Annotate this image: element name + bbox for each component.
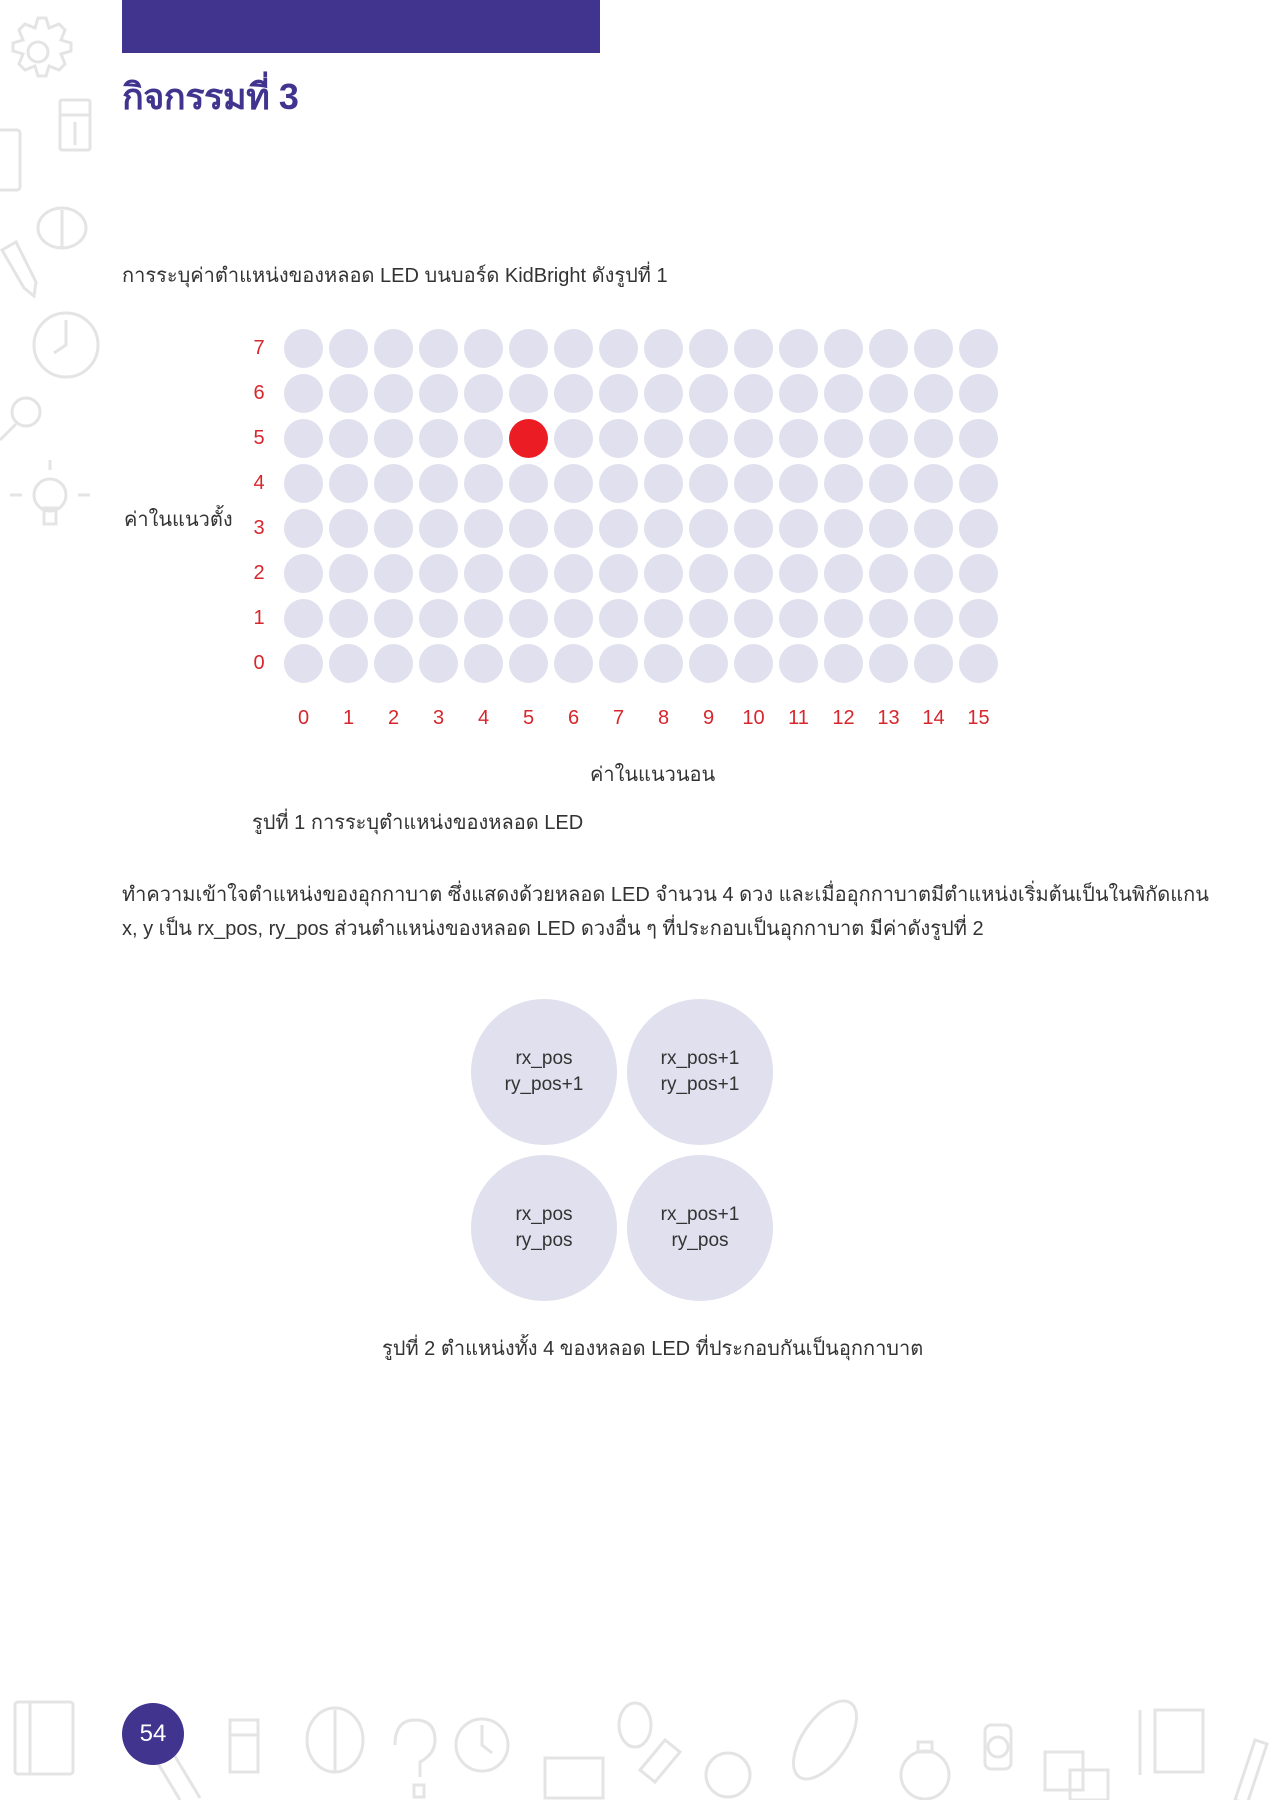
led-8-2 bbox=[644, 554, 683, 593]
decorative-footer-icons bbox=[0, 1690, 1273, 1800]
led-14-2 bbox=[914, 554, 953, 593]
led-3-1 bbox=[419, 599, 458, 638]
led-10-6 bbox=[734, 374, 773, 413]
led-10-5 bbox=[734, 419, 773, 458]
led-15-5 bbox=[959, 419, 998, 458]
led-6-4 bbox=[554, 464, 593, 503]
led-15-7 bbox=[959, 329, 998, 368]
led-y-expr: ry_pos bbox=[671, 1230, 729, 1251]
led-0-1 bbox=[284, 599, 323, 638]
pencil-icon bbox=[1235, 1740, 1267, 1800]
y-axis-tick-label: 6 bbox=[253, 382, 265, 404]
led-x-expr: rx_pos+1 bbox=[660, 1048, 740, 1069]
led-1-7 bbox=[329, 329, 368, 368]
led-1-0 bbox=[329, 644, 368, 683]
y-axis-tick-label: 1 bbox=[253, 607, 265, 629]
led-12-5 bbox=[824, 419, 863, 458]
led-row-y4 bbox=[284, 464, 1004, 503]
led-9-3 bbox=[689, 509, 728, 548]
led-9-7 bbox=[689, 329, 728, 368]
led-11-2 bbox=[779, 554, 818, 593]
question-mark-icon bbox=[395, 1720, 435, 1797]
led-7-7 bbox=[599, 329, 638, 368]
y-axis-name: ค่าในแนวตั้ง bbox=[124, 509, 233, 531]
led-11-5 bbox=[779, 419, 818, 458]
meteor-led-bottom-left bbox=[471, 1155, 617, 1301]
x-axis-tick-label: 9 bbox=[702, 707, 715, 729]
led-5-1 bbox=[509, 599, 548, 638]
led-15-3 bbox=[959, 509, 998, 548]
explanation-line-2: x, y เป็น rx_pos, ry_pos ส่วนตำแหน่งของหลอด LED ดวงอื่น ๆ ที่ประกอบเป็นอุกกาบาต มีค่าดังรูปที่ 2 bbox=[122, 918, 984, 940]
led-matrix-figure bbox=[0, 0, 1273, 760]
led-3-5 bbox=[419, 419, 458, 458]
led-13-2 bbox=[869, 554, 908, 593]
figure1-caption: รูปที่ 1 การระบุตำแหน่งของหลอด LED bbox=[252, 812, 584, 834]
led-12-1 bbox=[824, 599, 863, 638]
led-5-0 bbox=[509, 644, 548, 683]
led-7-5 bbox=[599, 419, 638, 458]
led-8-0 bbox=[644, 644, 683, 683]
led-7-0 bbox=[599, 644, 638, 683]
led-15-2 bbox=[959, 554, 998, 593]
led-0-5 bbox=[284, 419, 323, 458]
led-3-6 bbox=[419, 374, 458, 413]
led-12-6 bbox=[824, 374, 863, 413]
activity-title: กิจกรรมที่ 3 bbox=[122, 76, 299, 117]
led-y-expr: ry_pos bbox=[515, 1230, 573, 1251]
x-axis-tick-label: 5 bbox=[522, 707, 535, 729]
usb-drive-icon bbox=[230, 1720, 258, 1772]
notebook-icon bbox=[1140, 1710, 1203, 1775]
led-1-6 bbox=[329, 374, 368, 413]
led-0-6 bbox=[284, 374, 323, 413]
page-number: 54 bbox=[139, 1720, 167, 1747]
rocket-badge-icon bbox=[706, 1753, 750, 1797]
led-11-3 bbox=[779, 509, 818, 548]
led-9-0 bbox=[689, 644, 728, 683]
led-6-2 bbox=[554, 554, 593, 593]
led-6-6 bbox=[554, 374, 593, 413]
led-11-0 bbox=[779, 644, 818, 683]
led-2-3 bbox=[374, 509, 413, 548]
led-15-1 bbox=[959, 599, 998, 638]
x-axis-tick-label: 2 bbox=[387, 707, 400, 729]
led-12-2 bbox=[824, 554, 863, 593]
led-row-y5 bbox=[284, 419, 1004, 458]
x-axis-tick-label: 4 bbox=[477, 707, 490, 729]
x-axis-name: ค่าในแนวนอน bbox=[590, 764, 716, 786]
monitor-icon bbox=[545, 1758, 603, 1798]
led-12-7 bbox=[824, 329, 863, 368]
meteor-led-top-left bbox=[471, 999, 617, 1145]
led-1-1 bbox=[329, 599, 368, 638]
clock-icon bbox=[456, 1719, 508, 1771]
led-7-6 bbox=[599, 374, 638, 413]
led-4-7 bbox=[464, 329, 503, 368]
led-13-3 bbox=[869, 509, 908, 548]
led-1-2 bbox=[329, 554, 368, 593]
led-11-7 bbox=[779, 329, 818, 368]
led-7-2 bbox=[599, 554, 638, 593]
led-0-3 bbox=[284, 509, 323, 548]
led-4-0 bbox=[464, 644, 503, 683]
meteor-led-bottom-right bbox=[627, 1155, 773, 1301]
led-6-7 bbox=[554, 329, 593, 368]
led-10-3 bbox=[734, 509, 773, 548]
led-6-0 bbox=[554, 644, 593, 683]
led-13-6 bbox=[869, 374, 908, 413]
meteor-led-top-right bbox=[627, 999, 773, 1145]
led-row-y2 bbox=[284, 554, 1004, 593]
led-14-4 bbox=[914, 464, 953, 503]
page-number-badge bbox=[122, 1703, 184, 1765]
led-2-4 bbox=[374, 464, 413, 503]
led-13-1 bbox=[869, 599, 908, 638]
led-9-4 bbox=[689, 464, 728, 503]
x-axis-tick-label: 14 bbox=[922, 707, 945, 729]
led-row-y7 bbox=[284, 329, 1004, 368]
led-x-expr: rx_pos bbox=[515, 1048, 573, 1069]
led-10-2 bbox=[734, 554, 773, 593]
stopwatch-icon bbox=[901, 1742, 949, 1799]
led-row-y6 bbox=[284, 374, 1004, 413]
led-10-4 bbox=[734, 464, 773, 503]
led-14-7 bbox=[914, 329, 953, 368]
led-4-2 bbox=[464, 554, 503, 593]
led-11-1 bbox=[779, 599, 818, 638]
led-y-expr: ry_pos+1 bbox=[660, 1074, 740, 1095]
led-11-4 bbox=[779, 464, 818, 503]
led-3-4 bbox=[419, 464, 458, 503]
led-2-7 bbox=[374, 329, 413, 368]
led-row-y0 bbox=[284, 644, 1004, 683]
led-row-y3 bbox=[284, 509, 1004, 548]
led-14-6 bbox=[914, 374, 953, 413]
explanation-paragraph bbox=[122, 878, 1209, 946]
led-9-5 bbox=[689, 419, 728, 458]
x-axis-tick-label: 15 bbox=[967, 707, 990, 729]
satellite-icon bbox=[781, 1691, 869, 1790]
led-5-4 bbox=[509, 464, 548, 503]
led-x-expr: rx_pos+1 bbox=[660, 1204, 740, 1225]
led-5-3 bbox=[509, 509, 548, 548]
led-10-1 bbox=[734, 599, 773, 638]
led-10-0 bbox=[734, 644, 773, 683]
watch-icon bbox=[985, 1725, 1011, 1769]
x-axis-tick-label: 6 bbox=[567, 707, 580, 729]
x-axis-tick-label: 0 bbox=[297, 707, 310, 729]
led-2-1 bbox=[374, 599, 413, 638]
led-7-4 bbox=[599, 464, 638, 503]
led-3-7 bbox=[419, 329, 458, 368]
led-1-3 bbox=[329, 509, 368, 548]
led-14-1 bbox=[914, 599, 953, 638]
led-15-0 bbox=[959, 644, 998, 683]
led-2-2 bbox=[374, 554, 413, 593]
led-15-6 bbox=[959, 374, 998, 413]
led-10-7 bbox=[734, 329, 773, 368]
led-7-1 bbox=[599, 599, 638, 638]
led-8-5 bbox=[644, 419, 683, 458]
x-axis-tick-label: 8 bbox=[657, 707, 670, 729]
y-axis-tick-label: 2 bbox=[253, 562, 265, 584]
intro-paragraph: การระบุค่าตำแหน่งของหลอด LED บนบอร์ด KidBright ดังรูปที่ 1 bbox=[122, 265, 668, 287]
led-13-7 bbox=[869, 329, 908, 368]
x-axis-tick-label: 13 bbox=[877, 707, 900, 729]
led-0-2 bbox=[284, 554, 323, 593]
book-icon bbox=[15, 1702, 73, 1774]
led-14-5 bbox=[914, 419, 953, 458]
led-5-6 bbox=[509, 374, 548, 413]
led-matrix bbox=[284, 329, 1004, 689]
brain-icon bbox=[307, 1708, 363, 1772]
led-15-4 bbox=[959, 464, 998, 503]
led-12-0 bbox=[824, 644, 863, 683]
led-0-4 bbox=[284, 464, 323, 503]
y-axis-tick-label: 0 bbox=[253, 652, 265, 674]
led-14-3 bbox=[914, 509, 953, 548]
led-5-5 bbox=[509, 419, 548, 458]
x-axis-tick-label: 1 bbox=[342, 707, 355, 729]
led-1-5 bbox=[329, 419, 368, 458]
led-9-1 bbox=[689, 599, 728, 638]
led-2-0 bbox=[374, 644, 413, 683]
led-14-0 bbox=[914, 644, 953, 683]
led-13-4 bbox=[869, 464, 908, 503]
led-4-3 bbox=[464, 509, 503, 548]
x-axis-tick-label: 7 bbox=[612, 707, 625, 729]
led-13-5 bbox=[869, 419, 908, 458]
led-5-2 bbox=[509, 554, 548, 593]
y-axis-tick-label: 4 bbox=[253, 472, 265, 494]
led-8-4 bbox=[644, 464, 683, 503]
x-axis-tick-label: 11 bbox=[788, 707, 809, 729]
led-x-expr: rx_pos bbox=[515, 1204, 573, 1225]
x-axis-tick-label: 12 bbox=[832, 707, 855, 729]
led-8-6 bbox=[644, 374, 683, 413]
y-axis-tick-label: 7 bbox=[253, 337, 265, 359]
pill-icon bbox=[619, 1703, 680, 1782]
led-6-5 bbox=[554, 419, 593, 458]
window-transfer-icon bbox=[1045, 1752, 1108, 1800]
led-3-3 bbox=[419, 509, 458, 548]
led-6-1 bbox=[554, 599, 593, 638]
figure2-caption: รูปที่ 2 ตำแหน่งทั้ง 4 ของหลอด LED ที่ประกอบกันเป็นอุกกาบาต bbox=[382, 1338, 924, 1360]
led-4-1 bbox=[464, 599, 503, 638]
led-row-y1 bbox=[284, 599, 1004, 638]
led-0-0 bbox=[284, 644, 323, 683]
led-8-1 bbox=[644, 599, 683, 638]
led-7-3 bbox=[599, 509, 638, 548]
led-8-7 bbox=[644, 329, 683, 368]
led-4-6 bbox=[464, 374, 503, 413]
x-axis-tick-label: 10 bbox=[742, 707, 765, 729]
explanation-line-1: ทำความเข้าใจตำแหน่งของอุกกาบาต ซึ่งแสดงด้วยหลอด LED จำนวน 4 ดวง และเมื่ออุกกาบาตมีตำแหน่งเริ่มต้นเป็นในพิกัดแกน bbox=[122, 884, 1209, 906]
led-13-0 bbox=[869, 644, 908, 683]
led-8-3 bbox=[644, 509, 683, 548]
led-5-7 bbox=[509, 329, 548, 368]
led-3-2 bbox=[419, 554, 458, 593]
led-2-5 bbox=[374, 419, 413, 458]
y-axis-tick-label: 3 bbox=[253, 517, 265, 539]
led-9-6 bbox=[689, 374, 728, 413]
led-4-5 bbox=[464, 419, 503, 458]
led-2-6 bbox=[374, 374, 413, 413]
led-12-3 bbox=[824, 509, 863, 548]
led-4-4 bbox=[464, 464, 503, 503]
y-axis-tick-label: 5 bbox=[253, 427, 265, 449]
led-y-expr: ry_pos+1 bbox=[504, 1074, 584, 1095]
led-0-7 bbox=[284, 329, 323, 368]
led-1-4 bbox=[329, 464, 368, 503]
x-axis-tick-label: 3 bbox=[432, 707, 445, 729]
led-3-0 bbox=[419, 644, 458, 683]
led-12-4 bbox=[824, 464, 863, 503]
led-9-2 bbox=[689, 554, 728, 593]
led-6-3 bbox=[554, 509, 593, 548]
led-11-6 bbox=[779, 374, 818, 413]
